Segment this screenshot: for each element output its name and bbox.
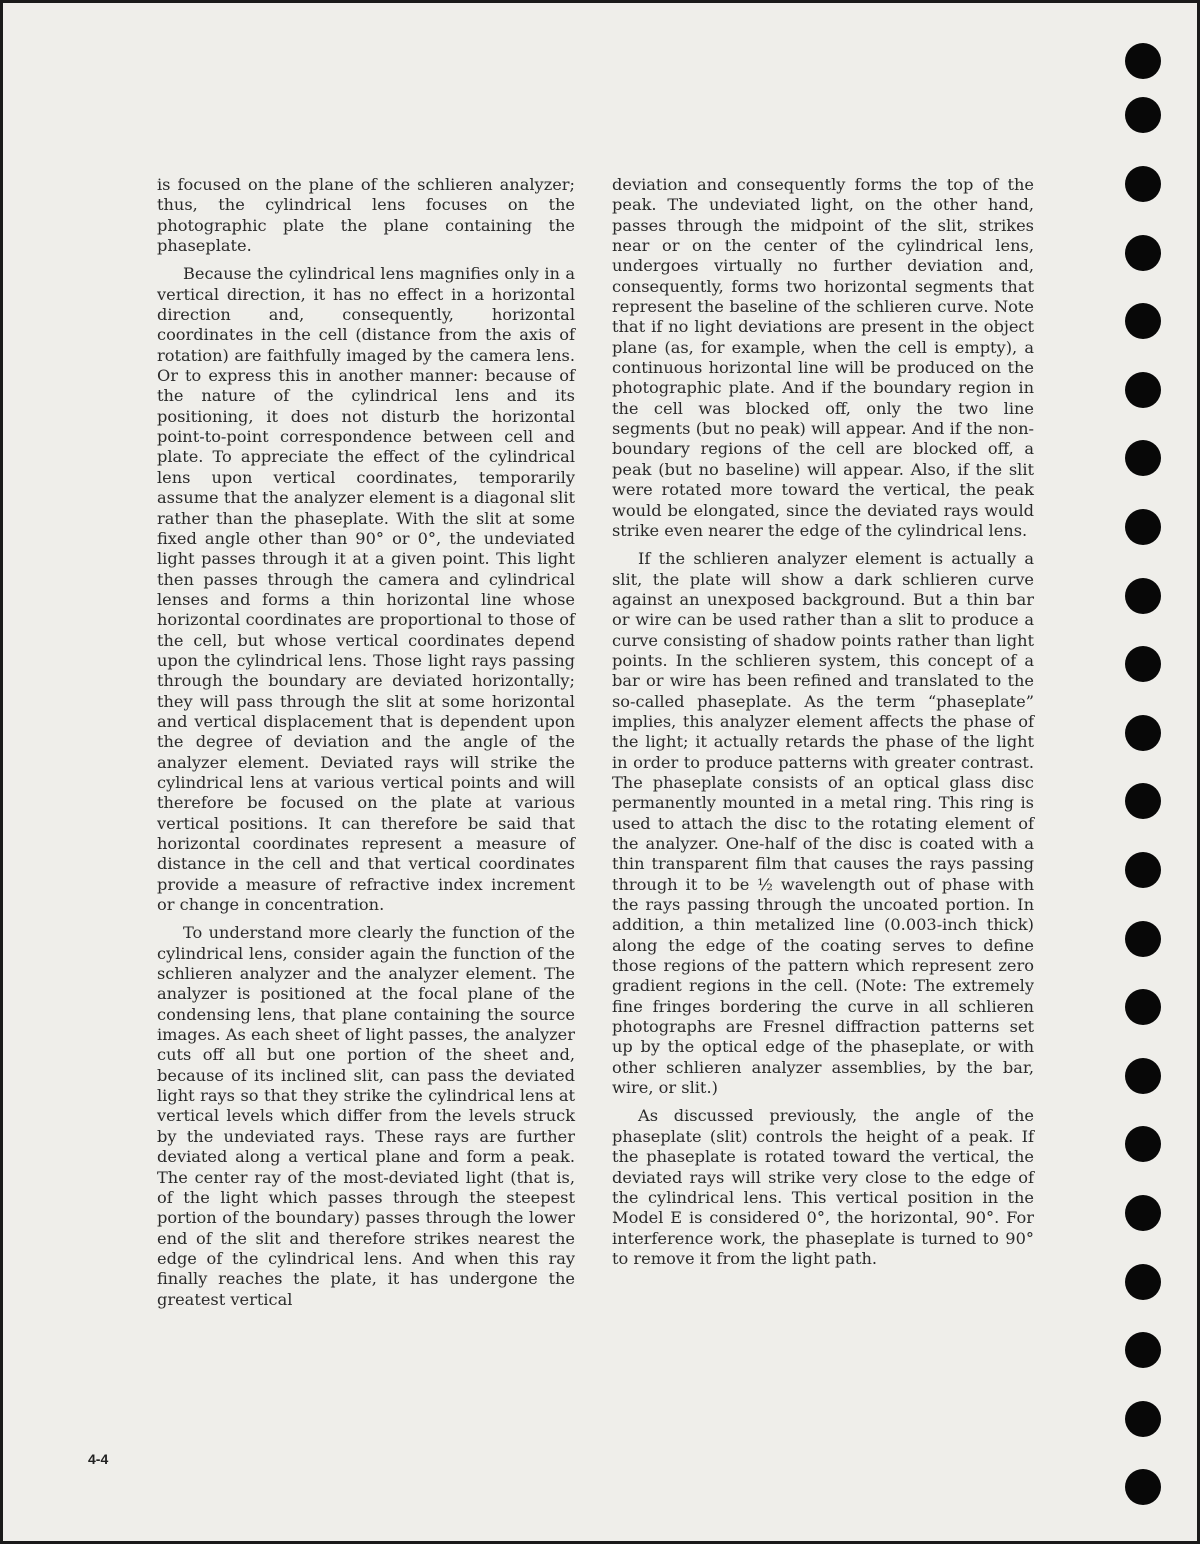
paragraph: is focused on the plane of the schlieren analyzer; thus, the cylindrical lens focuses on the photographic plate the plane containing the phaseplate. <box>157 175 575 256</box>
paragraph: As discussed previously, the angle of the phaseplate (slit) controls the height of a peak. If the phaseplate is rotated toward the vertical, the deviated rays will strike very close to the edge of the cylindrical lens. This vertical position in the Model E is considered 0°, the horizontal, 90°. For interference work, the phaseplate is turned to 90° to remove it from the light path. <box>612 1106 1034 1268</box>
binder-hole <box>1125 1469 1161 1505</box>
binder-hole <box>1125 1264 1161 1300</box>
binder-hole <box>1125 921 1161 957</box>
left-text-column <box>157 175 575 1318</box>
binder-hole <box>1125 1058 1161 1094</box>
binder-hole <box>1125 1126 1161 1162</box>
binder-hole <box>1125 166 1161 202</box>
binder-hole <box>1125 715 1161 751</box>
binder-hole <box>1125 97 1161 133</box>
document-page <box>3 3 1197 1541</box>
binder-hole <box>1125 303 1161 339</box>
binder-hole <box>1125 509 1161 545</box>
paragraph: If the schlieren analyzer element is actually a slit, the plate will show a dark schlieren curve against an unexposed background. But a thin bar or wire can be used rather than a slit to produce a curve consisting of shadow points rather than light points. In the schlieren system, this concept of a bar or wire has been refined and translated to the so-called phaseplate. As the term “phaseplate” implies, this analyzer element affects the phase of the light; it actually retards the phase of the light in order to produce patterns with greater contrast. The phaseplate consists of an optical glass disc permanently mounted in a metal ring. This ring is used to attach the disc to the rotating element of the analyzer. One-half of the disc is coated with a thin transparent film that causes the rays passing through it to be ½ wavelength out of phase with the rays passing through the uncoated portion. In addition, a thin metalized line (0.003-inch thick) along the edge of the coating serves to define those regions of the pattern which represent zero gradient regions in the cell. (Note: The extremely fine fringes bordering the curve in all schlieren photographs are Fresnel diffraction patterns set up by the optical edge of the phaseplate, or with other schlieren analyzer assemblies, by the bar, wire, or slit.) <box>612 549 1034 1098</box>
binder-hole <box>1125 43 1161 79</box>
paragraph: Because the cylindrical lens magnifies only in a vertical direction, it has no effect in a horizontal direction and, consequently, horizontal coordinates in the cell (distance from the axis of rotation) are faithfully imaged by the camera lens. Or to express this in another manner: because of the nature of the cylindrical lens and its positioning, it does not disturb the horizontal point-to-point correspondence between cell and plate. To appreciate the effect of the cylindrical lens upon vertical coordinates, temporarily assume that the analyzer element is a diagonal slit rather than the phaseplate. With the slit at some fixed angle other than 90° or 0°, the undeviated light passes through it at a given point. This light then passes through the camera and cylindrical lenses and forms a thin horizontal line whose horizontal coordinates are proportional to those of the cell, but whose vertical coordinates depend upon the cylindrical lens. Those light rays passing through the boundary are deviated horizontally; they will pass through the slit at some horizontal and vertical displacement that is dependent upon the degree of deviation and the angle of the analyzer element. Deviated rays will strike the cylindrical lens at various vertical points and will therefore be focused on the plate at various vertical positions. It can therefore be said that horizontal coordinates represent a measure of distance in the cell and that vertical coordinates provide a measure of refractive index increment or change in concentration. <box>157 264 575 915</box>
binder-hole <box>1125 783 1161 819</box>
paragraph: To understand more clearly the function of the cylindrical lens, consider again the function of the schlieren analyzer and the analyzer element. The analyzer is positioned at the focal plane of the condensing lens, that plane containing the source images. As each sheet of light passes, the analyzer cuts off all but one portion of the sheet and, because of its inclined slit, can pass the deviated light rays so that they strike the cylindrical lens at vertical levels which differ from the levels struck by the undeviated rays. These rays are further deviated along a vertical plane and form a peak. The center ray of the most-deviated light (that is, of the light which passes through the steepest portion of the boundary) passes through the lower end of the slit and therefore strikes nearest the edge of the cylindrical lens. And when this ray finally reaches the plate, it has undergone the greatest vertical <box>157 923 575 1309</box>
binder-hole <box>1125 1332 1161 1368</box>
binder-hole <box>1125 1195 1161 1231</box>
binder-hole <box>1125 852 1161 888</box>
binder-hole <box>1125 646 1161 682</box>
binder-hole <box>1125 372 1161 408</box>
page-number: 4-4 <box>88 1451 109 1467</box>
binder-hole <box>1125 235 1161 271</box>
binder-hole <box>1125 989 1161 1025</box>
binder-hole <box>1125 440 1161 476</box>
binder-hole <box>1125 1401 1161 1437</box>
paragraph: deviation and consequently forms the top of the peak. The undeviated light, on the other hand, passes through the midpoint of the slit, strikes near or on the center of the cylindrical lens, undergoes virtually no further deviation and, consequently, forms two horizontal segments that represent the baseline of the schlieren curve. Note that if no light deviations are present in the object plane (as, for example, when the cell is empty), a continuous horizontal line will be produced on the photographic plate. And if the boundary region in the cell was blocked off, only the two line segments (but no peak) will appear. And if the non-boundary regions of the cell are blocked off, a peak (but no baseline) will appear. Also, if the slit were rotated more toward the vertical, the peak would be elongated, since the deviated rays would strike even nearer the edge of the cylindrical lens. <box>612 175 1034 540</box>
right-text-column <box>612 175 1034 1277</box>
binder-hole <box>1125 578 1161 614</box>
